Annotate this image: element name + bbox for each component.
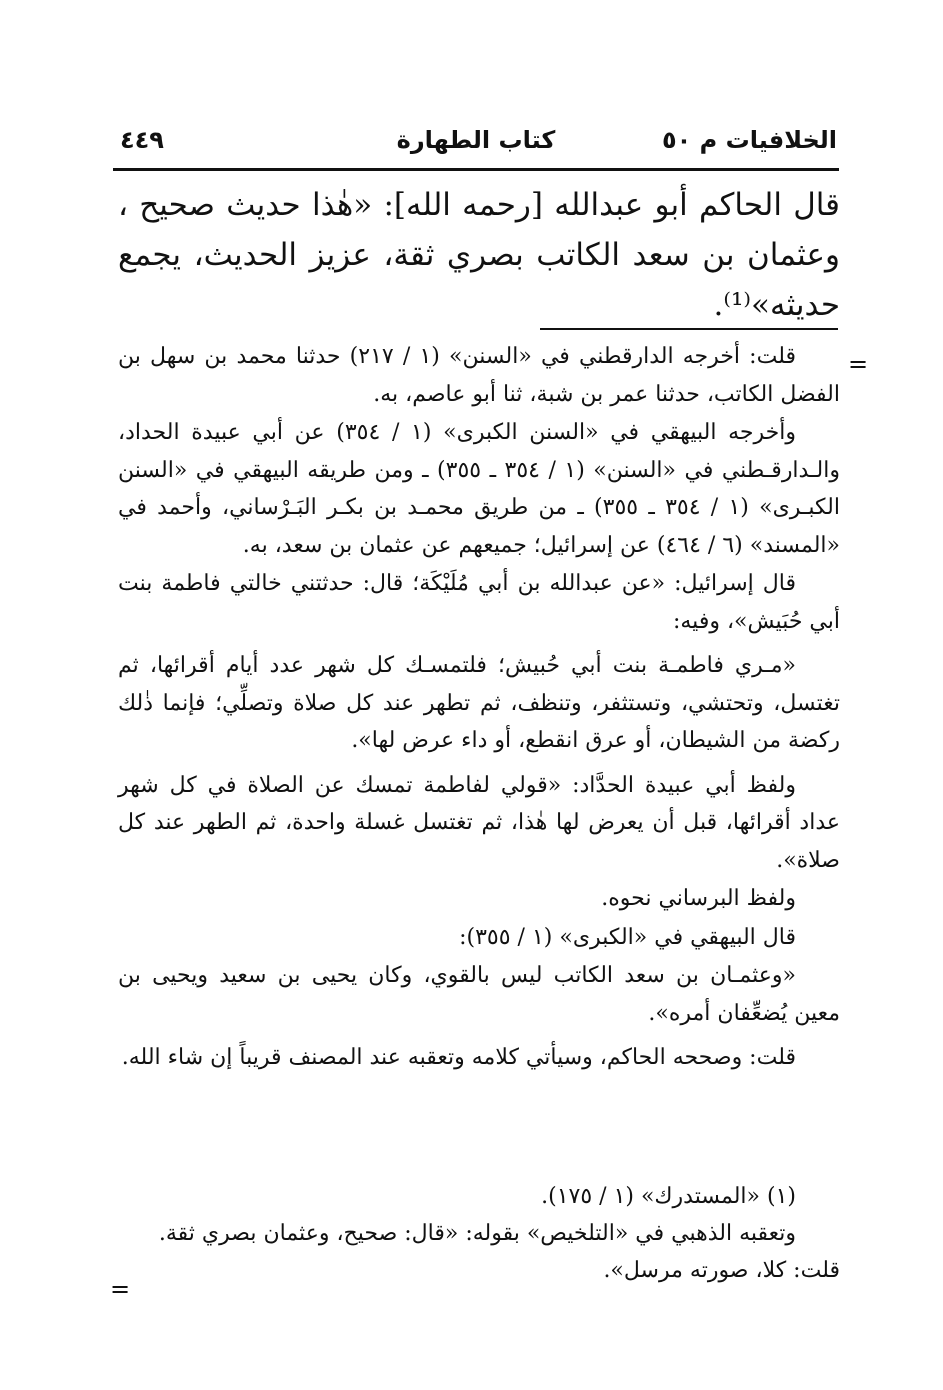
note-paragraph: قال البيهقي في «الكبرى» (١ / ٣٥٥):: [459, 924, 796, 950]
note-paragraph: قلت: أخرجه الدارقطني في «السنن» (١ / ٢١٧) حدثنا محمد بن سهل بن الفضل الكاتب، حدثنا عمر بن شبة، ثنا أبو عاصم، به.: [118, 344, 840, 407]
note-paragraph: قلت: وصححه الحاكم، وسيأتي كلامه وتعقبه عند المصنف قريباً إن شاء الله.: [121, 1045, 796, 1070]
note-paragraph: «مـري فاطمـة بنت أبي حُبيش؛ فلتمسـك كل شهر عدد أيام أقرائها، ثم تغتسل، وتحتشي، وتستثفر، وتنظف، ثم تطهر عند كل صلاة وتصلِّي؛ فإنما ذٰلك ركضة من الشيطان، أو عرق انقطع، أو داء عرض لها».: [118, 653, 840, 753]
section-label: الخلافيات م ٥٠: [662, 126, 837, 154]
note-paragraph: ولفظ أبي عبيدة الحدَّاد: «قولي لفاطمة تمسك عن الصلاة في كل شهر عداد أقرائها، قبل أن يعرض لها هٰذا، ثم تغتسل غسلة واحدة، ثم الطهر عند كل صلاة».: [118, 772, 840, 873]
note-paragraph: وأخرجه البيهقي في «السنن الكبرى» (١ / ٣٥٤) عن أبي عبيدة الحداد، والـدارقـطني في «السنن» (١ / ٣٥٤ ـ ٣٥٥) ـ ومن طريقه البيهقي في «السنن الكبـرى» (١ / ٣٥٤ ـ ٣٥٥) ـ من طريق محمـد بن بكـر البَـرْساني، وأحمد في «المسند» (٦ / ٤٦٤) عن إسرائيل؛ جميعهم عن عثمان بن سعد، به.: [118, 420, 840, 558]
footnote-item: وتعقبه الذهبي في «التلخيص» بقوله: «قال: صحيح، وعثمان بصري ثقة.: [158, 1221, 796, 1246]
main-text: [118, 180, 840, 330]
footnote-item: قلت: كلا، صورته مرسل».: [603, 1258, 840, 1283]
footnotes-section: [118, 1178, 840, 1289]
footnote-separator: [540, 328, 838, 330]
page-header: [115, 122, 837, 162]
main-paragraph: قال الحاكم أبو عبدالله [رحمه الله]: «هٰذا حديث صحيح ، وعثمان بن سعد الكاتب بصري ثقة، عزيز الحديث، يجمع حديثه»⁽¹⁾.: [118, 187, 840, 323]
book-title: كتاب الطهارة: [396, 126, 556, 154]
note-paragraph: قال إسرائيل: «عن عبدالله بن أبي مُلَيْكَة؛ قال: حدثتني خالتي فاطمة بنت أبي حُبَيش»، وفيه:: [118, 571, 840, 634]
header-divider: [113, 168, 839, 171]
notes-section: [118, 338, 840, 1078]
footnote-item: (١) «المستدرك» (١ / ١٧٥).: [541, 1184, 796, 1209]
note-paragraph: «وعثمـان بن سعد الكاتب ليس بالقوي، وكان يحيى بن سعيد ويحيى بن معين يُضعِّفان أمره».: [118, 963, 840, 1026]
page-number: ٤٤٩: [120, 126, 164, 154]
continuation-mark-bottom: =: [110, 1275, 131, 1303]
continuation-mark-top: =: [848, 350, 869, 378]
note-paragraph: ولفظ البرساني نحوه.: [601, 886, 796, 911]
